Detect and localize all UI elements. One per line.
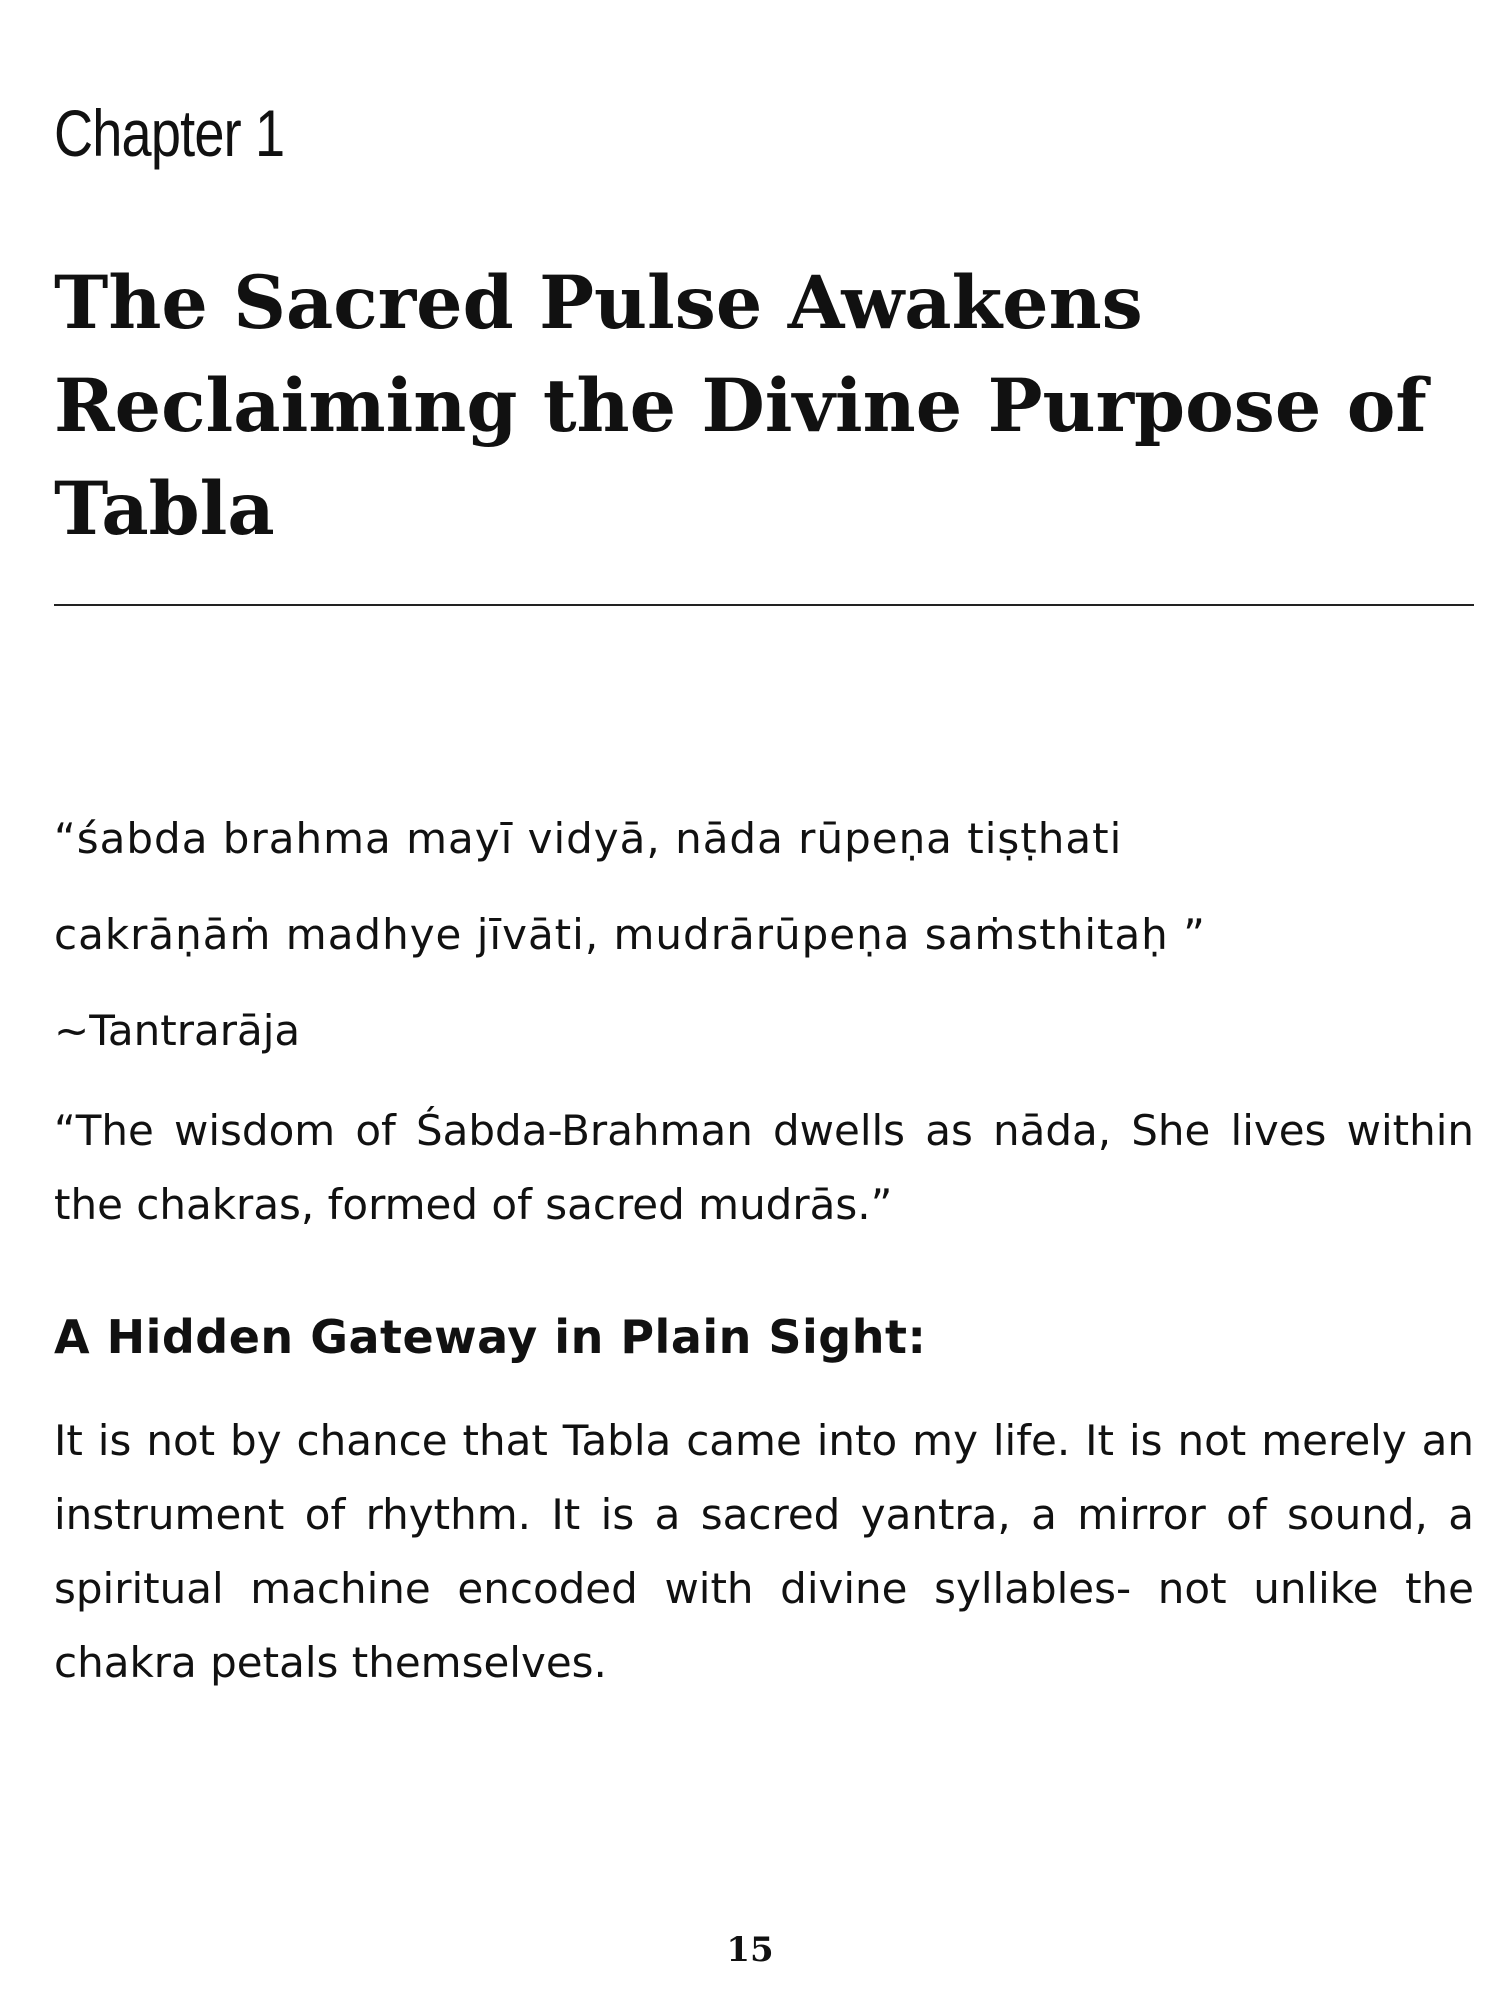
page-number: 15: [726, 1930, 774, 1970]
chapter-title: The Sacred Pulse Awakens Reclaiming the Divine Purpose of Tabla: [54, 260, 1427, 552]
body-paragraph: It is not by chance that Tabla came into my life. It is not merely an instrument of rhythm. It is a sacred yantra, a mirror of sound, a spiritual machine encoded with divine syllables- not unlike the chakra petals themselves.: [54, 1416, 1474, 1687]
verse-attribution: ~Tantrarāja: [54, 1006, 301, 1055]
verse-translation: “The wisdom of Śabda-Brahman dwells as nāda, She lives within the chakras, formed of sacred mudrās.”: [54, 1106, 1474, 1229]
section-heading: A Hidden Gateway in Plain Sight:: [54, 1310, 927, 1364]
sanskrit-verse-line-2: cakrāṇāṁ madhye jīvāti, mudrārūpeṇa saṁsthitaḥ ”: [54, 910, 1206, 959]
title-divider: [54, 604, 1474, 606]
sanskrit-verse-line-1: “śabda brahma mayī vidyā, nāda rūpeṇa tiṣṭhati: [54, 814, 1123, 863]
chapter-label: Chapter 1: [54, 96, 285, 170]
